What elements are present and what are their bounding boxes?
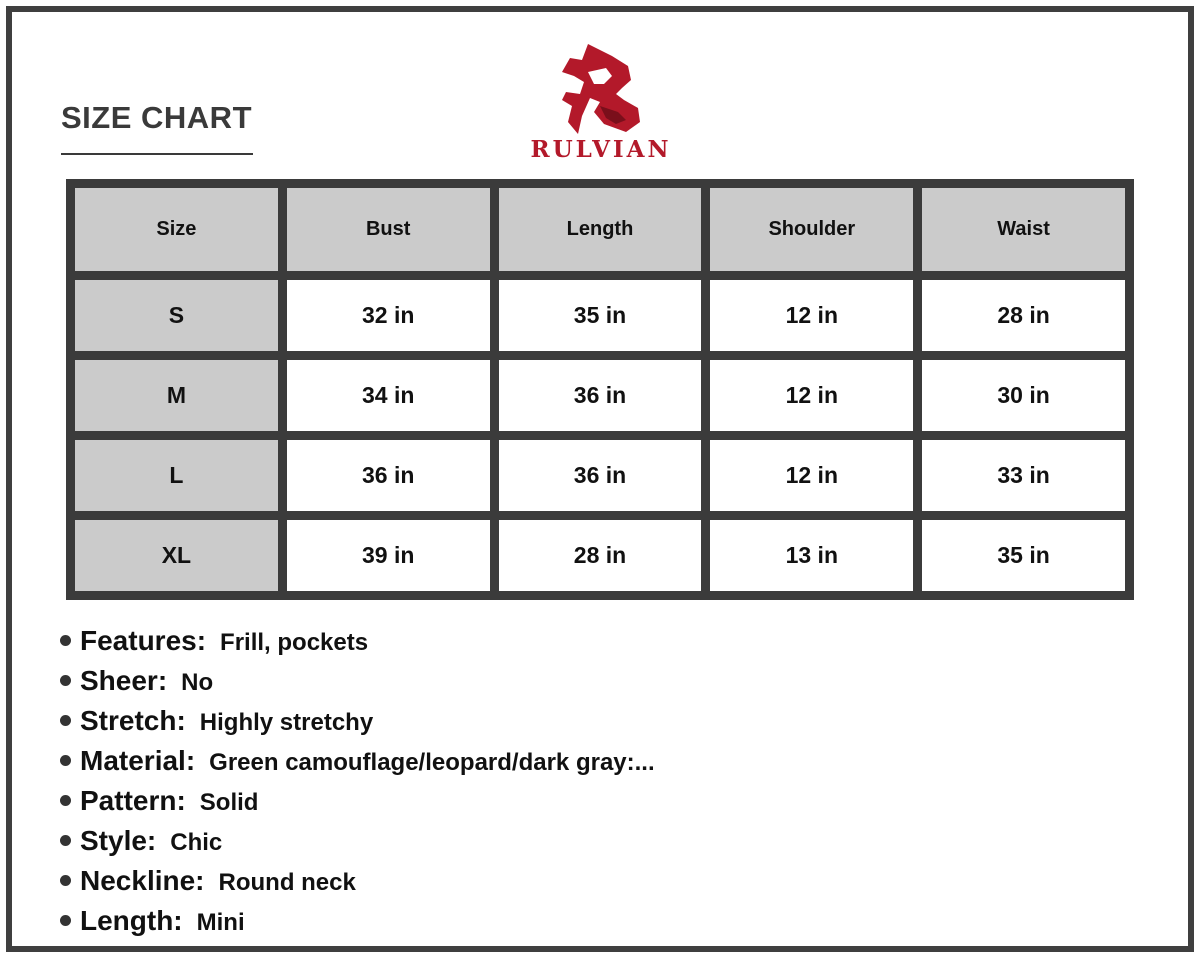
bullet-icon [60, 755, 71, 766]
waist-cell: 28 in [922, 280, 1125, 351]
list-item [58, 903, 1158, 943]
list-item [58, 743, 1158, 783]
column-header-shoulder: Shoulder [710, 188, 913, 271]
feature-label: Stretch: [80, 705, 186, 736]
table-row [75, 520, 1125, 591]
feature-value: Frill, pockets [220, 629, 369, 656]
feature-value: Green camouflage/leopard/dark gray:... [209, 749, 655, 776]
bust-cell: 32 in [287, 280, 490, 351]
feature-label: Pattern: [80, 785, 186, 816]
size-chart-table [66, 179, 1134, 600]
feature-label: Sheer: [80, 665, 168, 696]
table-row [75, 280, 1125, 351]
bullet-icon [60, 835, 71, 846]
feature-value: No [181, 669, 214, 696]
title-underline [61, 153, 253, 155]
bullet-icon [60, 675, 71, 686]
list-item [58, 823, 1158, 863]
feature-label: Features: [80, 625, 207, 656]
list-item [58, 783, 1158, 823]
feature-value: Round neck [218, 869, 356, 896]
size-cell: XL [75, 520, 278, 591]
bust-cell: 39 in [287, 520, 490, 591]
rulvian-r-logo-icon [558, 42, 644, 134]
list-item [58, 863, 1158, 903]
table-row [75, 360, 1125, 431]
list-item [58, 623, 1158, 663]
length-cell: 28 in [499, 520, 702, 591]
bullet-icon [60, 875, 71, 886]
bust-cell: 36 in [287, 440, 490, 511]
feature-label: Neckline: [80, 865, 205, 896]
feature-label: Length: [80, 905, 183, 936]
shoulder-cell: 13 in [710, 520, 913, 591]
feature-value: Mini [196, 909, 245, 936]
bullet-icon [60, 795, 71, 806]
shoulder-cell: 12 in [710, 280, 913, 351]
feature-label: Style: [80, 825, 157, 856]
brand-name: RULVIAN [530, 136, 672, 163]
column-header-size: Size [75, 188, 278, 271]
list-item [58, 663, 1158, 703]
shoulder-cell: 12 in [710, 440, 913, 511]
size-cell: M [75, 360, 278, 431]
table-row [75, 440, 1125, 511]
feature-value: Highly stretchy [199, 709, 374, 736]
bullet-icon [60, 635, 71, 646]
bust-cell: 34 in [287, 360, 490, 431]
feature-value: Solid [199, 789, 259, 816]
length-cell: 36 in [499, 440, 702, 511]
product-features-list [58, 623, 1158, 943]
table-header-row [75, 188, 1125, 271]
length-cell: 35 in [499, 280, 702, 351]
feature-value: Chic [170, 829, 223, 856]
waist-cell: 30 in [922, 360, 1125, 431]
shoulder-cell: 12 in [710, 360, 913, 431]
column-header-waist: Waist [922, 188, 1125, 271]
list-item [58, 703, 1158, 743]
length-cell: 36 in [499, 360, 702, 431]
page-title: SIZE CHART [61, 100, 252, 135]
waist-cell: 33 in [922, 440, 1125, 511]
waist-cell: 35 in [922, 520, 1125, 591]
bullet-icon [60, 715, 71, 726]
column-header-length: Length [499, 188, 702, 271]
brand-logo [520, 42, 682, 166]
feature-label: Material: [80, 745, 196, 776]
size-cell: L [75, 440, 278, 511]
size-cell: S [75, 280, 278, 351]
column-header-bust: Bust [287, 188, 490, 271]
bullet-icon [60, 915, 71, 926]
